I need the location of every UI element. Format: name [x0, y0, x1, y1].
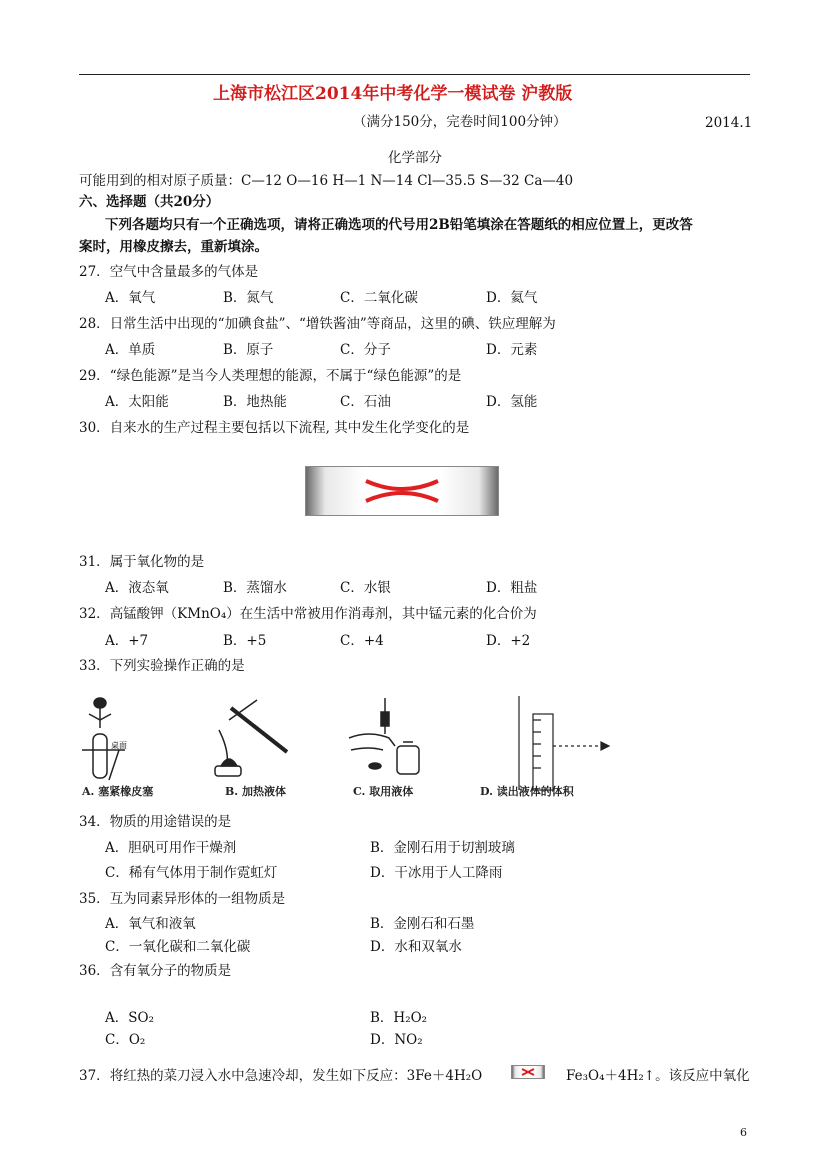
option-c: C．+4 [340, 633, 384, 649]
question-34 [79, 816, 231, 830]
option-d: D．水和双氧水 [370, 939, 462, 955]
option-a: A．液态氧 [105, 580, 169, 596]
question-text: 互为同素异形体的一组物质是 [109, 891, 286, 907]
option-b: B．蒸馏水 [223, 580, 287, 596]
figure-a-table-label: 桌面 [111, 741, 127, 750]
option-c: C．水银 [340, 580, 391, 596]
option-c: C．石油 [340, 394, 391, 410]
exam-subtitle: （满分150分，完卷时间100分钟） [353, 114, 567, 130]
figure-d-caption: D. 读出液体的体积 [480, 785, 574, 798]
figure-a-stopper [82, 698, 125, 780]
option-c: C．分子 [340, 342, 391, 358]
instructions-line-1: 下列各题均只有一个正确选项，请将正确选项的代号用2B铅笔填涂在答题纸的相应位置上，更改答 [105, 217, 693, 233]
option-b: B．地热能 [223, 394, 287, 410]
option-d: D．+2 [486, 633, 531, 649]
option-b: B．金刚石和石墨 [370, 916, 475, 932]
question-text: 自来水的生产过程主要包括以下流程, 其中发生化学变化的是 [109, 420, 470, 436]
option-b: B．氮气 [223, 290, 274, 306]
reaction-condition-image [511, 1065, 545, 1079]
option-c: C．稀有气体用于制作霓虹灯 [105, 865, 278, 881]
question-37 [79, 1070, 482, 1084]
question-number: 27． [79, 264, 110, 280]
option-b: B．金刚石用于切割玻璃 [370, 840, 515, 856]
option-d: D．粗盐 [486, 580, 538, 596]
question-number: 33． [79, 658, 110, 674]
question-37-continuation: Fe₃O₄＋4H₂↑。该反应中氧化 [566, 1068, 750, 1084]
option-a: A．氧气和液氧 [105, 916, 196, 932]
figure-c-dropper [349, 698, 419, 774]
figure-b-caption: B. 加热液体 [225, 785, 286, 798]
question-number: 34． [79, 814, 110, 830]
option-d: D．氢能 [486, 394, 538, 410]
option-d: D．元素 [486, 342, 538, 358]
figure-d-cylinder [519, 696, 609, 790]
page-number: 6 [740, 1126, 747, 1139]
option-a: A．单质 [105, 342, 156, 358]
question-31 [79, 556, 204, 570]
option-c: C．二氧化碳 [340, 290, 418, 306]
option-b: B．H₂O₂ [370, 1010, 428, 1026]
figure-a-caption: A. 塞紧橡皮塞 [82, 785, 154, 798]
question-35 [79, 893, 285, 907]
question-text: 日常生活中出现的“加碘食盐”、“增铁酱油”等商品，这里的碘、铁应理解为 [109, 316, 556, 332]
question-number: 36． [79, 963, 110, 979]
question-30 [79, 422, 469, 436]
figure-c-caption: C. 取用液体 [353, 785, 414, 798]
atomic-masses: 可能用到的相对原子质量：C—12 O—16 H—1 N—14 Cl—35.5 S—32 Ca—40 [79, 173, 574, 189]
question-text-a: 将红热的菜刀浸入水中急速冷却，发生如下反应：3Fe＋4H₂O [109, 1068, 483, 1084]
question-number: 28． [79, 316, 110, 332]
question-number: 37． [79, 1068, 110, 1084]
question-29 [79, 370, 461, 384]
question-text: 高锰酸钾（KMnO₄）在生活中常被用作消毒剂，其中锰元素的化合价为 [109, 606, 537, 622]
question-28 [79, 318, 556, 332]
broken-image-icon [306, 467, 498, 515]
broken-image-icon [512, 1066, 544, 1078]
option-c: C．O₂ [105, 1032, 146, 1048]
broken-image-placeholder [305, 466, 499, 516]
option-a: A．SO₂ [105, 1010, 154, 1026]
question-number: 35． [79, 891, 110, 907]
header-rule [79, 74, 750, 75]
option-b: B．原子 [223, 342, 274, 358]
question-33 [79, 660, 245, 674]
option-d: D．NO₂ [370, 1032, 423, 1048]
option-a: A．胆矾可用作干燥剂 [105, 840, 237, 856]
section-heading: 化学部分 [388, 150, 442, 166]
question-text: 含有氧分子的物质是 [109, 963, 232, 979]
part-title: 六、选择题（共20分） [79, 194, 220, 210]
question-text: “绿色能源”是当今人类理想的能源，不属于“绿色能源”的是 [109, 368, 462, 384]
question-text: 物质的用途错误的是 [109, 814, 232, 830]
question-text: 空气中含量最多的气体是 [109, 264, 259, 280]
option-c: C．一氧化碳和二氧化碳 [105, 939, 251, 955]
exam-date: 2014.1 [705, 115, 753, 131]
option-a: A．太阳能 [105, 394, 169, 410]
option-d: D．干冰用于人工降雨 [370, 865, 503, 881]
option-a: A．+7 [105, 633, 149, 649]
question-text: 下列实验操作正确的是 [109, 658, 245, 674]
option-b: B．+5 [223, 633, 267, 649]
question-number: 30． [79, 420, 110, 436]
option-d: D．氦气 [486, 290, 538, 306]
question-27 [79, 266, 258, 280]
question-32 [79, 608, 537, 622]
document-title: 上海市松江区2014年中考化学一模试卷 沪教版 [213, 84, 573, 104]
question-text: 属于氧化物的是 [109, 554, 205, 570]
figure-b-heating [215, 700, 287, 776]
instructions-line-2: 案时，用橡皮擦去，重新填涂。 [79, 239, 268, 255]
question-number: 29． [79, 368, 110, 384]
option-a: A．氧气 [105, 290, 156, 306]
question-number: 32． [79, 606, 110, 622]
question-number: 31． [79, 554, 110, 570]
question-36 [79, 965, 231, 979]
